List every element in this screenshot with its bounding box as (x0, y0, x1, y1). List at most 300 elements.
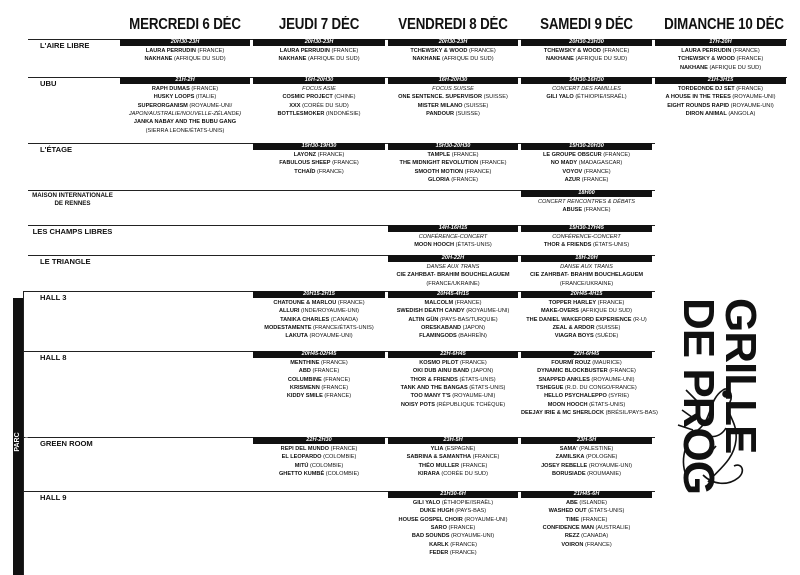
artist-name: SMOOTH MOTION (414, 168, 464, 175)
artist-name: REPI DEL MUNDO (280, 446, 330, 452)
artist-country: (SUISSE) (596, 324, 621, 331)
artist-entry (253, 93, 385, 101)
venue-label: UBU (40, 79, 57, 88)
artist-country: (FRANCE) (454, 300, 482, 306)
artist-name: THE DANIEL WAKEFORD EXPERIENCE (526, 316, 632, 323)
artist-entry (253, 55, 385, 63)
artist-entry (521, 507, 652, 515)
artist-country: (FRANCE) (468, 48, 496, 54)
time-slot-bar: 22H-6H45 (388, 351, 518, 358)
artist-name: SWEDISH DEATH CANDY (396, 308, 465, 315)
day-header: DIMANCHE 10 DÉC (664, 16, 784, 33)
artist-country: (FRANCE) (331, 48, 359, 54)
artist-name: VOIRON (561, 541, 584, 548)
artist-name: LAYONZ (293, 152, 317, 158)
artist-name: HOUSE GOSPEL CHOIR (398, 516, 463, 523)
artist-entry (521, 359, 652, 367)
artist-name: NAKHANE (679, 64, 708, 71)
artist-name: KIRARA (418, 470, 440, 477)
artist-entry (388, 462, 518, 470)
artist-entry (521, 499, 652, 507)
time-slot-bar: 14H-16H15 (388, 225, 518, 232)
artist-country: (ISLANDE) (579, 500, 608, 506)
artist-country: (FRANCE) (609, 368, 636, 375)
venue-label: HALL 9 (40, 493, 67, 502)
artist-entry (120, 55, 250, 63)
artist-country: (BRÉSIL/PAYS-BAS) (605, 409, 658, 416)
artist-country: (R-U) (633, 316, 647, 323)
artist-entry (120, 85, 250, 93)
brand-title-line2: DE PROG (674, 298, 723, 494)
artist-name: DYNAMIC BLOCKBUSTER (537, 368, 608, 375)
venue-label: L'ÉTAGE (40, 145, 73, 154)
artist-entry (253, 168, 385, 176)
artist-entry (388, 401, 518, 409)
artist-country: (ROYAUME-UNI) (466, 308, 510, 315)
artist-country: (AFRIQUE DU SUD) (709, 64, 762, 71)
artist-country: (SUISSE) (464, 102, 489, 109)
event-theme: FOCUS SUISSE (432, 86, 474, 92)
artist-name: EIGHT ROUNDS RAPID (667, 102, 730, 109)
time-slot-bar: 21H45-6H (521, 491, 652, 498)
event-theme: CONFÉRENCE-CONCERT (552, 234, 621, 240)
artist-country: (ROYAUME-UNI) (464, 516, 508, 523)
artist-name: TORDEONDE DJ SET (677, 86, 735, 92)
artist-entry (388, 392, 518, 400)
artist-name: CIE ZAHRBAT- BRAHIM BOUCHELAGUEM (529, 272, 643, 279)
artist-name: GILI YALO (546, 94, 574, 101)
artist-name: ALTIN GÜN (408, 316, 439, 323)
artist-entry (388, 549, 518, 557)
artist-country: (FRANCE) (332, 160, 359, 167)
artist-entry (388, 85, 518, 93)
artist-name: TANIKA CHARLES (280, 316, 330, 323)
artist-name: NAKHANE (412, 56, 441, 63)
artist-country: (ÉTATS-UNIS) (592, 242, 630, 249)
artist-name: HELLO PSYCHALEPPO (544, 393, 607, 400)
artist-name: TIME (565, 516, 580, 523)
artist-country: (ROYAUME-UNI) (452, 393, 496, 400)
artist-country: (SUISSE) (483, 94, 508, 101)
artist-entry (388, 176, 518, 184)
artist-entry (655, 93, 786, 101)
artist-entry (521, 401, 652, 409)
brand-title-line1: GRILLE (716, 298, 765, 454)
artist-name: BORUSIADE (551, 470, 586, 477)
venue-label: HALL 3 (40, 293, 67, 302)
artist-name: LAKUTA (285, 333, 308, 340)
artist-country: (POLOGNE) (586, 454, 618, 461)
artist-entry (655, 64, 786, 72)
artist-entry (120, 127, 250, 135)
event-theme: DANSE AUX TRANS (560, 264, 613, 270)
artist-entry (388, 151, 518, 159)
artist-entry (388, 307, 518, 315)
artist-country: (CANADA) (330, 316, 358, 323)
artist-country: (FRANCE) (321, 384, 349, 391)
artist-name: COSMIC PROJECT (282, 94, 333, 101)
artist-entry (253, 462, 385, 470)
artist-country: (FRANCE/ÉTATS-UNIS) (313, 324, 374, 331)
artist-name: SAMA' (559, 446, 578, 452)
artist-name: VIAGRA BOYS (554, 333, 594, 340)
artist-entry (253, 392, 385, 400)
artist-entry (388, 280, 518, 288)
artist-name: PANDOUR (426, 110, 455, 117)
artist-name: CONFIDENCE MAN (542, 524, 594, 531)
artist-name: RAPH DUMAS (151, 86, 190, 92)
day-header: JEUDI 7 DÉC (278, 16, 360, 33)
artist-name: MOON HOOCH (414, 242, 455, 249)
artist-entry (521, 280, 652, 288)
artist-entry (253, 307, 385, 315)
artist-country: (CORÉE DU SUD) (441, 470, 488, 477)
artist-country: (FRANCE) (312, 368, 340, 375)
artist-entry (253, 102, 385, 110)
artist-country: (FRANCE) (584, 541, 612, 548)
artist-country: (FRANCE) (460, 462, 488, 469)
artist-entry (521, 159, 652, 167)
artist-country: (CANADA) (581, 533, 609, 540)
artist-entry (253, 470, 385, 478)
artist-country: (MAURICE) (592, 360, 622, 366)
artist-name: MAKE-OVERS (540, 308, 579, 315)
artist-country: (ROUMANIE) (587, 470, 621, 477)
artist-country: (ROYAUME-UNI) (588, 462, 632, 469)
artist-name: KIDDY SMILE (286, 393, 323, 400)
artist-name: TCHEWSKY & WOOD (543, 48, 601, 54)
artist-entry (388, 541, 518, 549)
artist-name: SARO (430, 524, 447, 531)
artist-entry (388, 516, 518, 524)
time-slot-bar: 21H-3H15 (655, 77, 786, 84)
artist-name: A HOUSE IN THE TREES (665, 94, 731, 101)
artist-country: (FRANCE) (583, 207, 611, 214)
artist-name: TAMPLE (427, 152, 451, 158)
artist-country: (ITALIE) (195, 94, 217, 101)
time-slot-bar: 21H30-6H (388, 491, 518, 498)
artist-name: AZUR (564, 176, 581, 183)
artist-name: XXX (289, 102, 301, 109)
artist-name: JANKA NABAY AND THE BUBU GANG (133, 119, 237, 126)
artist-country: (FRANCE/UKRAINE) (426, 280, 480, 287)
artist-country: (FRANCE) (449, 549, 477, 556)
artist-country: (ÉTATS-UNIS) (455, 242, 492, 249)
artist-entry (388, 499, 518, 507)
artist-entry (521, 367, 652, 375)
artist-country: (ÉTATS-UNIS) (459, 376, 496, 383)
artist-country: (CHINE) (334, 94, 356, 101)
artist-name: THE MIDNIGHT REVOLUTION (399, 160, 479, 167)
artist-country: (FRANCE) (603, 152, 631, 158)
artist-country: (FRANCE) (597, 300, 625, 306)
time-slot-bar: 18H00 (521, 190, 652, 197)
brand-block (668, 290, 798, 494)
time-slot-bar: 23H-5H (521, 437, 652, 444)
artist-country: (MADAGASCAR) (578, 160, 623, 167)
time-slot-bar: 21H-2H (120, 77, 250, 84)
venue-label: MAISON INTERNATIONALE DE RENNES (32, 192, 113, 207)
artist-name: MISTER MILANO (417, 102, 463, 109)
artist-name: MODESTAMENTE (264, 324, 312, 331)
event-theme: CONCERT DES FAMILLES (552, 86, 621, 92)
artist-country: (ROYAUME-UNI/ (189, 102, 233, 109)
time-slot-bar: 20H45-4H15 (388, 291, 518, 298)
artist-entry (253, 367, 385, 375)
artist-entry (388, 470, 518, 478)
artist-country: (FRANCE) (451, 152, 479, 158)
event-theme: FOCUS ASIE (302, 86, 336, 92)
artist-country: (ÉTATS-UNIS) (469, 384, 506, 391)
artist-entry (388, 524, 518, 532)
artist-country: (FRANCE) (459, 360, 487, 366)
artist-entry (253, 151, 385, 159)
artist-country: (INDONÉSIE) (326, 110, 361, 117)
artist-country: (FRANCE) (324, 393, 352, 400)
artist-entry (388, 93, 518, 101)
artist-entry (388, 271, 518, 279)
artist-country: (FRANCE) (330, 446, 358, 452)
artist-country: (SYRIE) (608, 393, 629, 400)
artist-entry (521, 453, 652, 461)
artist-name: THOR & FRIENDS (410, 376, 458, 383)
artist-name: WASHED OUT (548, 508, 587, 515)
artist-entry (655, 85, 786, 93)
artist-country: (AFRIQUE DU SUD) (307, 56, 360, 63)
artist-name: TANK AND THE BANGAS (400, 384, 468, 391)
time-slot-bar: 20H30-23H (120, 39, 250, 46)
artist-country: (FRANCE) (581, 176, 609, 183)
artist-entry (388, 324, 518, 332)
artist-name: THOR & FRIENDS (543, 242, 592, 249)
artist-entry (388, 532, 518, 540)
artist-entry (521, 532, 652, 540)
artist-country: (FRANCE) (450, 541, 477, 548)
artist-country: (CORÉE DU SUD) (302, 102, 349, 109)
event-theme: CONCERT RENCONTRES & DÉBATS (537, 199, 636, 205)
artist-entry (388, 445, 518, 453)
artist-name: YLIA (430, 446, 444, 452)
artist-entry (521, 332, 652, 340)
time-slot-bar: 15H30-17H45 (521, 225, 652, 232)
artist-entry (521, 307, 652, 315)
artist-country: (FRANCE) (451, 176, 479, 183)
artist-name: CHATOUNE & MARLOU (273, 300, 337, 306)
artist-name: EL LEOPARDO (281, 454, 322, 461)
artist-country: (R.D. DU CONGO/FRANCE) (564, 384, 637, 391)
artist-name: TSHEGUE (536, 384, 564, 391)
artist-entry (521, 541, 652, 549)
artist-name: REZZ (564, 533, 580, 540)
artist-country: (PAYS-BAS) (455, 508, 487, 515)
artist-entry (253, 299, 385, 307)
artist-entry (253, 47, 385, 55)
day-header: MERCREDI 6 DÉC (129, 16, 241, 33)
artist-entry (388, 453, 518, 461)
artist-entry (655, 47, 786, 55)
artist-entry (120, 102, 250, 110)
artist-entry (521, 198, 652, 206)
artist-name: LAURA PERRUDIN (145, 48, 196, 54)
artist-entry (120, 47, 250, 55)
artist-entry (521, 233, 652, 241)
artist-country: (AFRIQUE DU SUD) (441, 56, 494, 63)
artist-entry (521, 151, 652, 159)
artist-country: (FRANCE) (191, 86, 219, 92)
artist-entry (253, 110, 385, 118)
artist-country: (RÉPUBLIQUE TCHÈQUE) (436, 401, 506, 408)
artist-country: (COLOMBIE) (309, 462, 344, 469)
time-slot-bar: 20H30-23H (253, 39, 385, 46)
artist-country: (SIERRA LEONE/ÉTATS-UNIS) (145, 127, 225, 134)
time-slot-bar: 20H45-02H45 (253, 351, 385, 358)
day-header: SAMEDI 9 DÉC (540, 16, 633, 33)
artist-name: COLUMBINE (287, 376, 322, 383)
artist-entry (655, 110, 786, 118)
artist-entry (521, 324, 652, 332)
venue-label: LE TRIANGLE (40, 257, 91, 266)
artist-name: HUSKY LOOPS (153, 94, 195, 101)
artist-entry (388, 332, 518, 340)
artist-name: ABE (565, 500, 578, 506)
artist-entry (388, 367, 518, 375)
artist-entry (253, 359, 385, 367)
artist-entry (253, 445, 385, 453)
artist-country: (FRANCE) (602, 48, 630, 54)
artist-name: MOON HOOCH (547, 401, 588, 408)
artist-entry (388, 359, 518, 367)
artist-country: (FRANCE) (464, 168, 492, 175)
time-slot-bar: 14H30-16H30 (521, 77, 652, 84)
artist-entry (253, 85, 385, 93)
artist-name: ABUSE (562, 207, 583, 214)
artist-name: KOSMO PILOT (419, 360, 459, 366)
time-slot-bar: 17H-20H (655, 39, 786, 46)
artist-name: TCHEWSKY & WOOD (410, 48, 468, 54)
artist-name: DEEJAY IRIE & MC SHERLOCK (521, 409, 604, 416)
artist-country: (FRANCE) (448, 524, 476, 531)
artist-entry (521, 409, 658, 417)
artist-entry (521, 176, 652, 184)
artist-country: (AUSTRALIE) (595, 524, 631, 531)
artist-entry (521, 445, 652, 453)
artist-entry (388, 47, 518, 55)
artist-country: (FRANCE) (197, 48, 225, 54)
artist-name: FOURMÏ ROUZ (551, 360, 591, 366)
artist-name: JOSEY REBELLE (541, 462, 588, 469)
artist-country: (COLOMBIE) (323, 454, 357, 461)
event-theme: DANSE AUX TRANS (426, 264, 480, 270)
artist-country: (FRANCE) (323, 376, 351, 383)
artist-country: (AFRIQUE DU SUD) (575, 56, 628, 63)
artist-name: ZEAL & ARDOR (552, 324, 595, 331)
artist-entry (521, 47, 652, 55)
artist-country: (ANGOLA) (728, 110, 756, 117)
artist-name: SNAPPED ANKLES (538, 376, 590, 383)
artist-entry (253, 332, 385, 340)
time-slot-bar: 16H-20H30 (253, 77, 385, 84)
artist-country: (ROYAUME-UNI) (732, 94, 776, 101)
artist-country: (FRANCE/UKRAINE) (559, 280, 614, 287)
artist-country: (ÉTATS-UNIS) (588, 508, 625, 515)
venue-label: HALL 8 (40, 353, 67, 362)
artist-name: NO MADY (550, 160, 578, 167)
artist-country: (SUISSE) (455, 110, 480, 117)
artist-entry (388, 233, 518, 241)
parc-expo-label: PARC EXPO (14, 432, 31, 452)
artist-entry (253, 316, 385, 324)
artist-country: (BAHREÏN) (458, 333, 487, 340)
venue-label: L'AIRE LIBRE (40, 41, 90, 50)
artist-country: (FRANCE) (580, 516, 608, 523)
artist-name: ONE SENTENCE. SUPERVISOR (398, 94, 482, 101)
time-slot-bar: 15H30-20H30 (388, 143, 518, 150)
artist-entry (253, 384, 385, 392)
artist-name: GILI YALO (412, 500, 441, 506)
artist-entry (388, 263, 518, 271)
artist-name: BAD SOUNDS (411, 533, 450, 540)
time-slot-bar: 20H15-2H15 (253, 291, 385, 298)
artist-country: (PALESTINE) (579, 446, 614, 452)
artist-entry (521, 93, 652, 101)
artist-name: NAKHANE (144, 56, 173, 63)
artist-entry (521, 524, 652, 532)
artist-entry (120, 93, 250, 101)
artist-entry (388, 168, 518, 176)
artist-name: BOTTLESMOKER (277, 110, 325, 117)
artist-name: GLORIA (427, 176, 450, 183)
artist-name: NAKHANE (545, 56, 574, 63)
artist-entry (521, 376, 652, 384)
artist-name: TOPPER HARLEY (548, 300, 597, 306)
artist-entry (388, 110, 518, 118)
artist-country: (COLOMBIE) (325, 470, 360, 477)
artist-country: (FRANCE) (316, 168, 344, 175)
artist-entry (388, 241, 518, 249)
artist-entry (521, 263, 652, 271)
artist-name: FLAMINGODS (419, 333, 457, 340)
artist-entry (521, 241, 652, 249)
artist-entry (253, 453, 385, 461)
artist-country: (ÉTHIOPIE/ISRAËL) (441, 500, 494, 506)
artist-entry (655, 102, 786, 110)
artist-country: (FRANCE) (321, 360, 348, 366)
artist-name: FABULOUS SHEEP (279, 160, 331, 167)
artist-entry (521, 55, 652, 63)
artist-entry (521, 206, 652, 214)
artist-entry (120, 110, 250, 118)
artist-country: (ÉTHIOPIE/ISRAËL) (575, 94, 627, 101)
artist-name: SUPERORGANISM (137, 102, 188, 109)
artist-name: GHETTO KUMBÉ (278, 470, 325, 477)
artist-entry (253, 159, 385, 167)
artist-name: LE GROUPE OBSCUR (542, 152, 602, 158)
artist-name: SABRINA & SAMANTHA (406, 454, 472, 461)
artist-name: TCHEWSKY & WOOD (677, 56, 735, 63)
artist-name: TCHAÏD (294, 168, 316, 175)
artist-country: (FRANCE) (317, 152, 345, 158)
artist-entry (521, 316, 652, 324)
time-slot-bar: 20H30-23H (388, 39, 518, 46)
artist-entry (388, 55, 518, 63)
artist-country: (AFRIQUE DU SUD) (173, 56, 226, 63)
artist-entry (521, 271, 652, 279)
venue-label: LES CHAMPS LIBRES (32, 227, 113, 236)
artist-country: (FRANCE) (479, 160, 507, 167)
artist-name: OKI DUB AINU BAND (412, 368, 470, 375)
artist-name: ORESKABAND (420, 324, 462, 331)
venue-label: GREEN ROOM (40, 439, 93, 448)
